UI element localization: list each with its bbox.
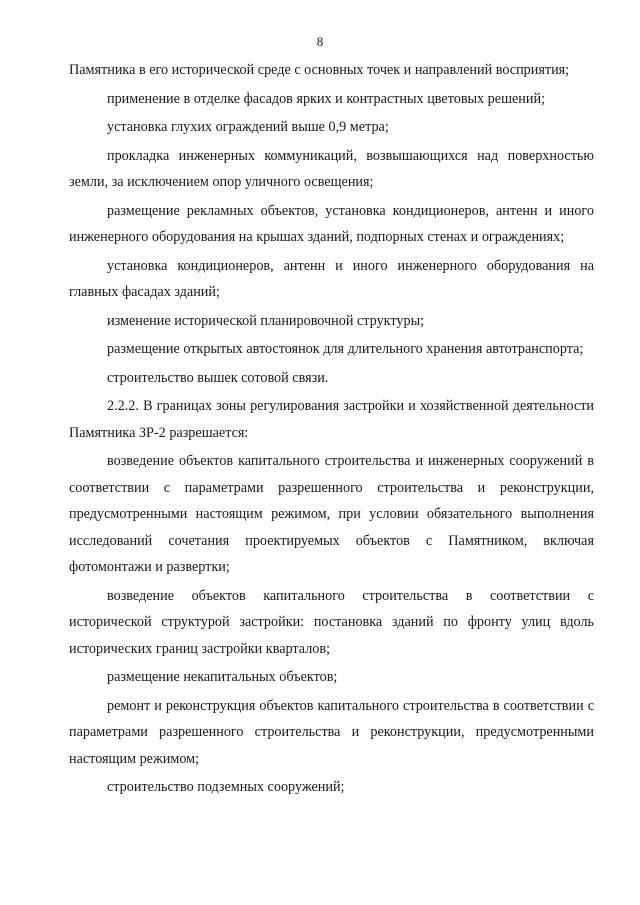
paragraph: установка кондиционеров, антенн и иного инженерного оборудования на главных фасадах зданий;: [69, 257, 594, 300]
document-body: [69, 57, 594, 801]
section-heading-paragraph: 2.2.2. В границах зоны регулирования застройки и хозяйственной деятельности Памятника ЗР-2 разрешается:: [69, 398, 594, 441]
paragraph: возведение объектов капитального строительства и инженерных сооружений в соответствии с параметрами разрешенного строительства и реконструкции, предусмотренными настоящим режимом, при условии обязательного выполнения исследований сочетания проектируемых объектов с Памятником, включая фотомонтажи и развертки;: [69, 453, 594, 575]
paragraph: изменение исторической планировочной структуры;: [107, 312, 425, 329]
paragraph: размещение открытых автостоянок для длительного хранения автотранспорта;: [107, 341, 584, 357]
paragraph: прокладка инженерных коммуникаций, возвышающихся над поверхностью земли, за исключением опор уличного освещения;: [69, 147, 594, 190]
page-number: 8: [316, 34, 324, 49]
paragraph: размещение некапитальных объектов;: [107, 669, 338, 685]
paragraph: строительство вышек сотовой связи.: [107, 369, 329, 386]
paragraph: строительство подземных сооружений;: [107, 779, 345, 795]
paragraph: установка глухих ограждений выше 0,9 метра;: [107, 119, 389, 135]
paragraph: применение в отделке фасадов ярких и контрастных цветовых решений;: [107, 90, 546, 107]
paragraph: размещение рекламных объектов, установка кондиционеров, антенн и иного инженерного оборудования на крышах зданий, подпорных стенах и ограждениях;: [69, 202, 594, 245]
paragraph: ремонт и реконструкция объектов капитального строительства в соответствии с параметрами разрешенного строительства и реконструкции, предусмотренными настоящим режимом;: [69, 697, 594, 767]
paragraph: Памятника в его исторической среде с основных точек и направлений восприятия;: [69, 62, 570, 78]
paragraph: возведение объектов капитального строительства в соответствии с исторической структурой застройки: постановка зданий по фронту улиц вдоль исторических границ застройки кварталов;: [69, 587, 594, 657]
